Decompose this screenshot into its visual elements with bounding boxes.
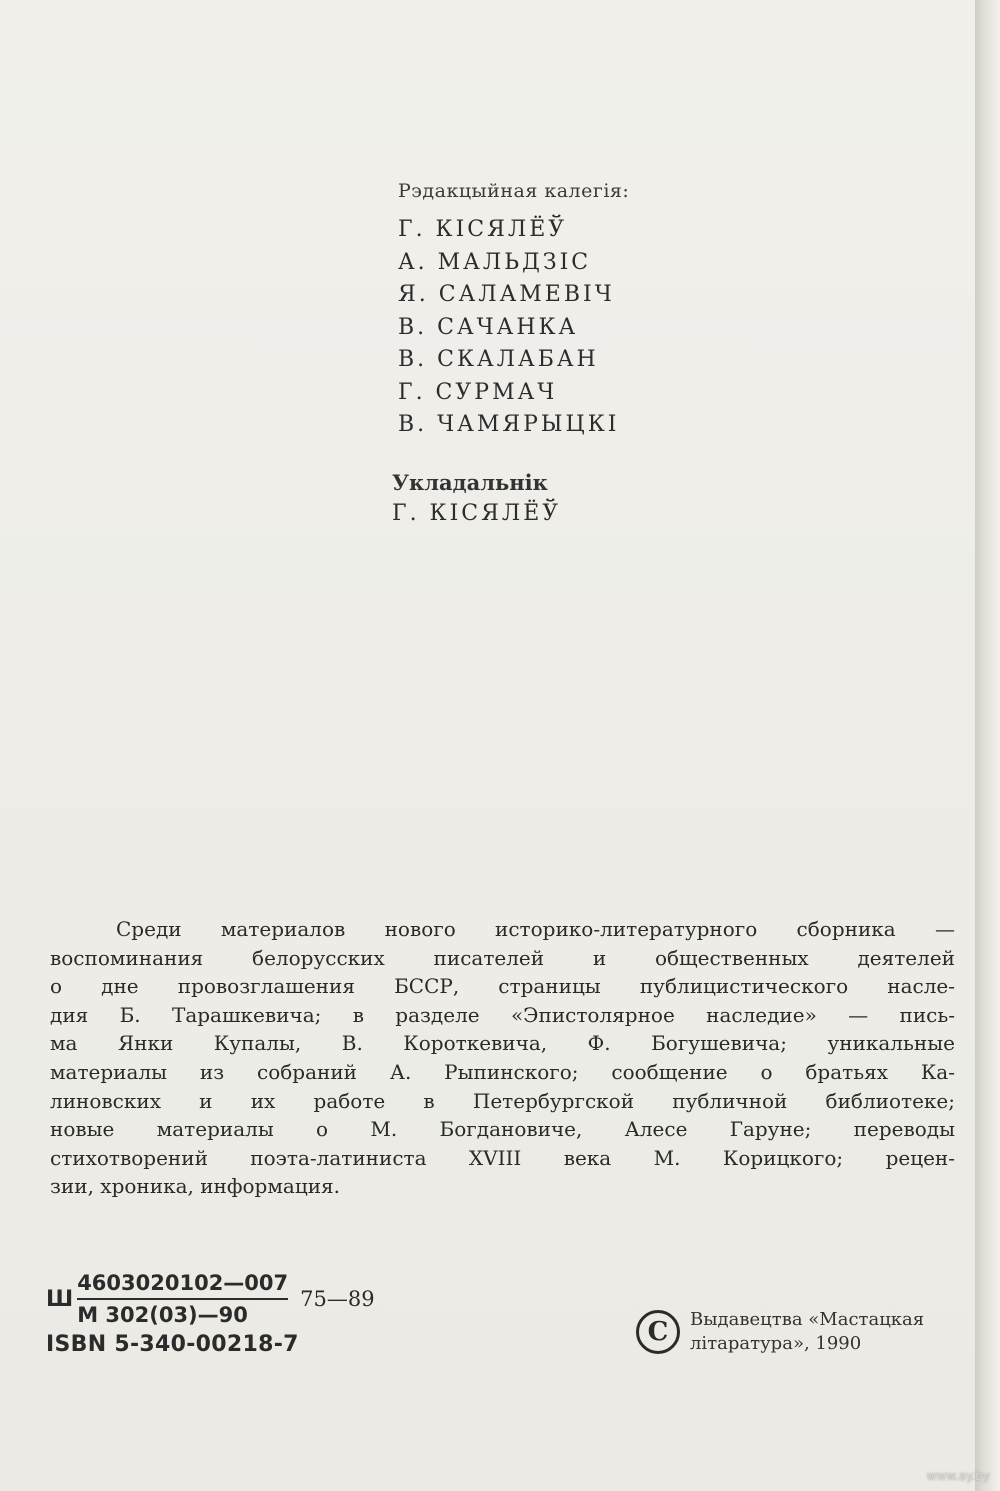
compiler-name: Г. КІСЯЛЁЎ <box>392 501 562 526</box>
annotation-line: о дне провозглашения БССР, страницы публицистического насле- <box>50 974 955 999</box>
editorial-board <box>398 180 818 442</box>
watermark: www.ay.by <box>926 1469 990 1483</box>
board-member: Г. СУРМАЧ <box>398 379 558 405</box>
board-member: В. СКАЛАБАН <box>398 347 599 372</box>
catalog-numerator: 4603020102—007 <box>77 1270 288 1300</box>
annotation-line: материалы из собраний А. Рыпинского; сообщение о братьях Ка- <box>50 1059 955 1084</box>
annotation-line: ма Янки Купалы, В. Короткевича, Ф. Богушевича; уникальные <box>50 1031 955 1056</box>
publisher-block <box>636 1308 924 1356</box>
annotation-line: Среди материалов нового историко-литературного сборника — <box>116 917 955 941</box>
board-member: Я. САЛАМЕВІЧ <box>398 282 615 307</box>
publisher-line-2: літаратура», 1990 <box>690 1333 862 1354</box>
annotation-line: стихотворений поэта-латиниста XVIII века М. Корицкого; рецен- <box>50 1145 955 1170</box>
board-member: А. МАЛЬДЗІС <box>398 249 592 275</box>
board-member: В. ЧАМЯРЫЦКІ <box>398 412 620 437</box>
annotation-line: линовских и их работе в Петербургской публичной библиотеке; <box>50 1088 955 1113</box>
annotation-paragraph <box>50 915 955 1201</box>
catalog-letter: Ш <box>46 1286 74 1312</box>
catalog-denominator: М 302(03)—90 <box>77 1303 248 1327</box>
editorial-board-heading: Рэдакцыйная калегія: <box>398 180 630 202</box>
board-member: В. САЧАНКА <box>398 314 579 340</box>
catalog-suffix: 75—89 <box>300 1287 375 1311</box>
page-edge <box>975 0 1000 1491</box>
publisher-line-1: Выдавецтва «Мастацкая <box>690 1309 925 1330</box>
compiler-block <box>392 470 812 526</box>
annotation-line: зии, хроника, информация. <box>50 1174 341 1199</box>
copyright-icon: C <box>636 1310 680 1354</box>
editorial-board-list <box>398 214 818 442</box>
annotation-line: новые материалы о М. Богдановиче, Алесе Гаруне; переводы <box>50 1117 955 1142</box>
annotation-line: дия Б. Тарашкевича; в разделе «Эпистолярное наследие» — пись- <box>50 1002 955 1027</box>
board-member: Г. КІСЯЛЁЎ <box>398 217 568 242</box>
catalog-fraction <box>77 1270 288 1328</box>
compiler-label: Укладальнік <box>392 470 548 495</box>
publisher-text <box>690 1308 924 1356</box>
annotation-line: воспоминания белорусских писателей и общественных деятелей <box>50 945 955 970</box>
catalog-row <box>46 1270 375 1328</box>
catalog-index <box>46 1270 375 1328</box>
isbn: ISBN 5-340-00218-7 <box>46 1332 299 1357</box>
